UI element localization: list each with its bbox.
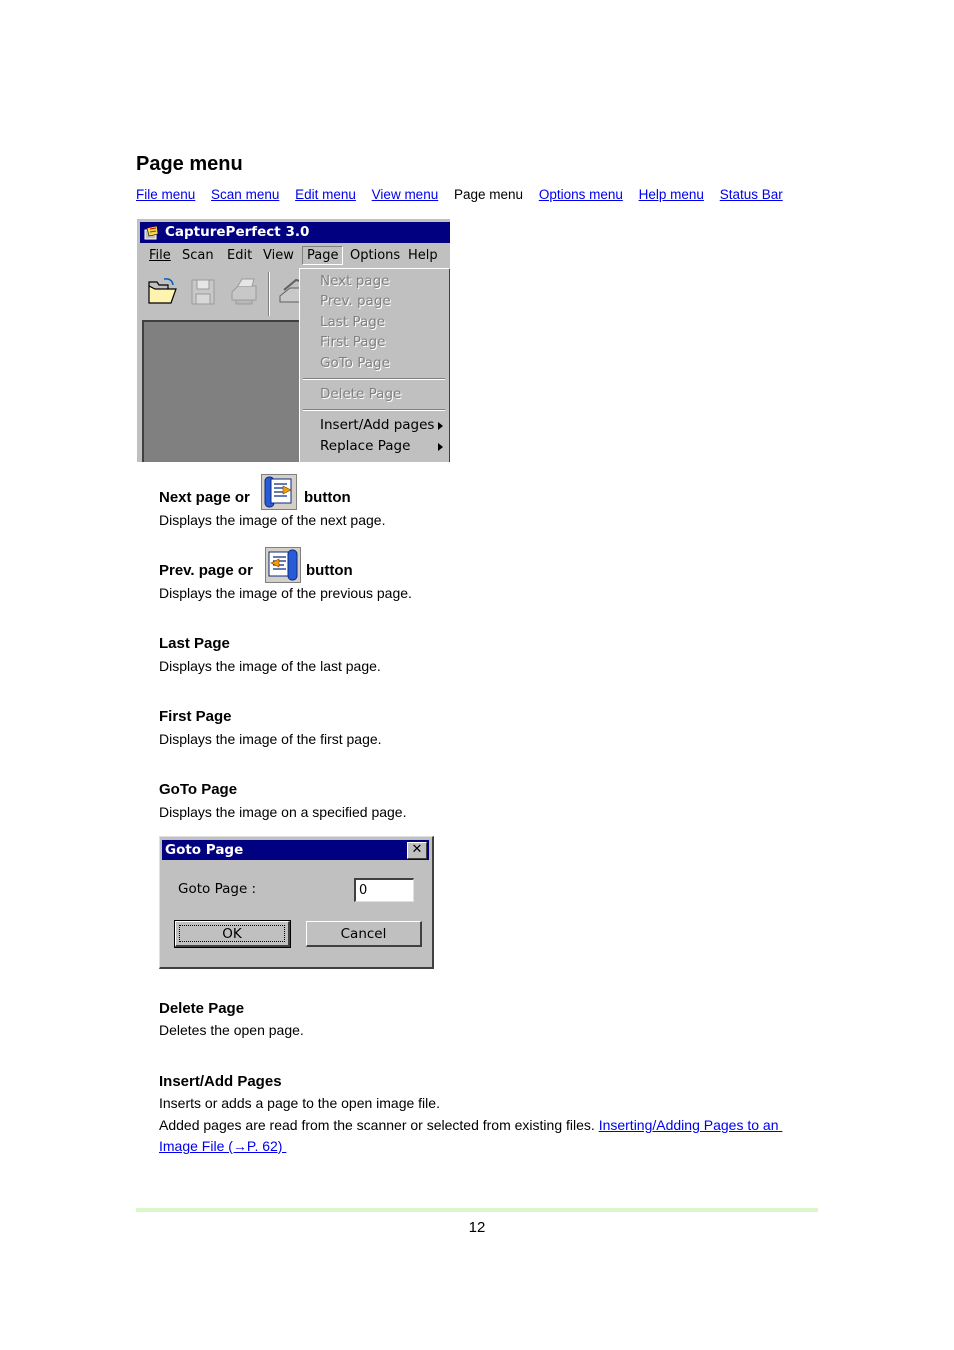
- page-menu-dropdown: [299, 268, 450, 462]
- dialog-title: Goto Page: [165, 842, 244, 858]
- image-work-area: [142, 320, 304, 462]
- menu-scan[interactable]: Scan: [182, 248, 214, 263]
- menu-bar: [140, 245, 450, 267]
- insert-add-pages-desc-2: Added pages are read from the scanner or selected from existing files. Inserting/Adding Pages to an: [159, 1117, 783, 1133]
- app-window-screenshot: [136, 218, 450, 462]
- prev-page-desc: Displays the image of the previous page.: [159, 585, 412, 601]
- goto-page-label: Goto Page :: [178, 881, 257, 897]
- open-folder-icon[interactable]: [146, 276, 178, 308]
- menu-options[interactable]: Options: [350, 248, 401, 263]
- menu-item-insert-add-pages[interactable]: Insert/Add pages: [320, 417, 435, 433]
- insert-add-pages-desc-1: Inserts or adds a page to the open image file.: [159, 1095, 440, 1111]
- nav-scan-menu[interactable]: Scan menu: [211, 187, 280, 202]
- menu-file[interactable]: File: [149, 248, 171, 263]
- nav-page-menu-current: Page menu: [453, 187, 524, 202]
- cancel-button[interactable]: Cancel: [306, 921, 422, 947]
- nav-edit-menu[interactable]: Edit menu: [295, 187, 356, 202]
- last-page-heading: Last Page: [159, 635, 230, 652]
- app-title: CapturePerfect 3.0: [165, 224, 310, 240]
- menu-item-prev-page[interactable]: Prev. page: [320, 293, 391, 309]
- menu-item-goto-page[interactable]: GoTo Page: [320, 355, 390, 371]
- print-icon[interactable]: [228, 276, 260, 308]
- first-page-heading: First Page: [159, 708, 232, 725]
- menu-item-last-page[interactable]: Last Page: [320, 314, 386, 330]
- next-page-desc: Displays the image of the next page.: [159, 512, 386, 528]
- submenu-arrow-icon: [438, 422, 443, 430]
- goto-page-input[interactable]: 0: [354, 878, 414, 902]
- menu-item-replace-page[interactable]: Replace Page: [320, 438, 411, 454]
- nav-status-bar[interactable]: Status Bar: [719, 187, 783, 202]
- close-icon[interactable]: ✕: [407, 842, 427, 859]
- app-title-bar: [140, 222, 450, 243]
- next-page-button-icon: [261, 474, 297, 510]
- next-page-heading-suffix: button: [304, 489, 351, 506]
- nav-file-menu[interactable]: File menu: [136, 187, 196, 202]
- last-page-desc: Displays the image of the last page.: [159, 658, 381, 674]
- save-disk-icon[interactable]: [187, 276, 219, 308]
- menu-view[interactable]: View: [263, 248, 294, 263]
- nav-options-menu[interactable]: Options menu: [538, 187, 623, 202]
- menu-page-open[interactable]: Page: [302, 246, 343, 265]
- menu-separator: [303, 378, 445, 380]
- menu-separator: [303, 409, 445, 411]
- menu-item-next-page[interactable]: Next page: [320, 273, 390, 289]
- page-title: Page menu: [136, 153, 243, 175]
- dialog-title-bar: [162, 840, 429, 860]
- ok-button[interactable]: OK: [175, 921, 290, 947]
- menu-item-first-page[interactable]: First Page: [320, 334, 386, 350]
- app-logo-icon: [144, 225, 160, 240]
- delete-page-desc: Deletes the open page.: [159, 1022, 304, 1038]
- page-number: 12: [468, 1219, 486, 1236]
- nav-help-menu[interactable]: Help menu: [638, 187, 704, 202]
- goto-page-heading: GoTo Page: [159, 781, 238, 798]
- prev-page-heading-suffix: button: [306, 562, 353, 579]
- submenu-arrow-icon: [438, 443, 443, 451]
- menu-item-delete-page[interactable]: Delete Page: [320, 386, 402, 402]
- prev-page-button-icon: [265, 547, 301, 583]
- insert-add-pages-heading: Insert/Add Pages: [159, 1073, 282, 1090]
- next-page-heading: Next page or: [159, 489, 250, 506]
- inserting-pages-link-line2[interactable]: Image File (→P. 62): [159, 1138, 287, 1154]
- inserting-pages-link-cont: [159, 1138, 286, 1154]
- first-page-desc: Displays the image of the first page.: [159, 731, 382, 747]
- nav-view-menu[interactable]: View menu: [371, 187, 439, 202]
- focus-rectangle: [179, 925, 285, 942]
- inserting-pages-link[interactable]: Inserting/Adding Pages to an: [598, 1117, 783, 1133]
- goto-page-desc: Displays the image on a specified page.: [159, 804, 407, 820]
- footer-divider: [136, 1208, 818, 1212]
- delete-page-heading: Delete Page: [159, 1000, 245, 1017]
- prev-page-heading: Prev. page or: [159, 562, 253, 579]
- menu-edit[interactable]: Edit: [227, 248, 253, 263]
- section-nav: [136, 187, 795, 202]
- goto-page-dialog: [159, 836, 434, 969]
- menu-help[interactable]: Help: [408, 248, 438, 263]
